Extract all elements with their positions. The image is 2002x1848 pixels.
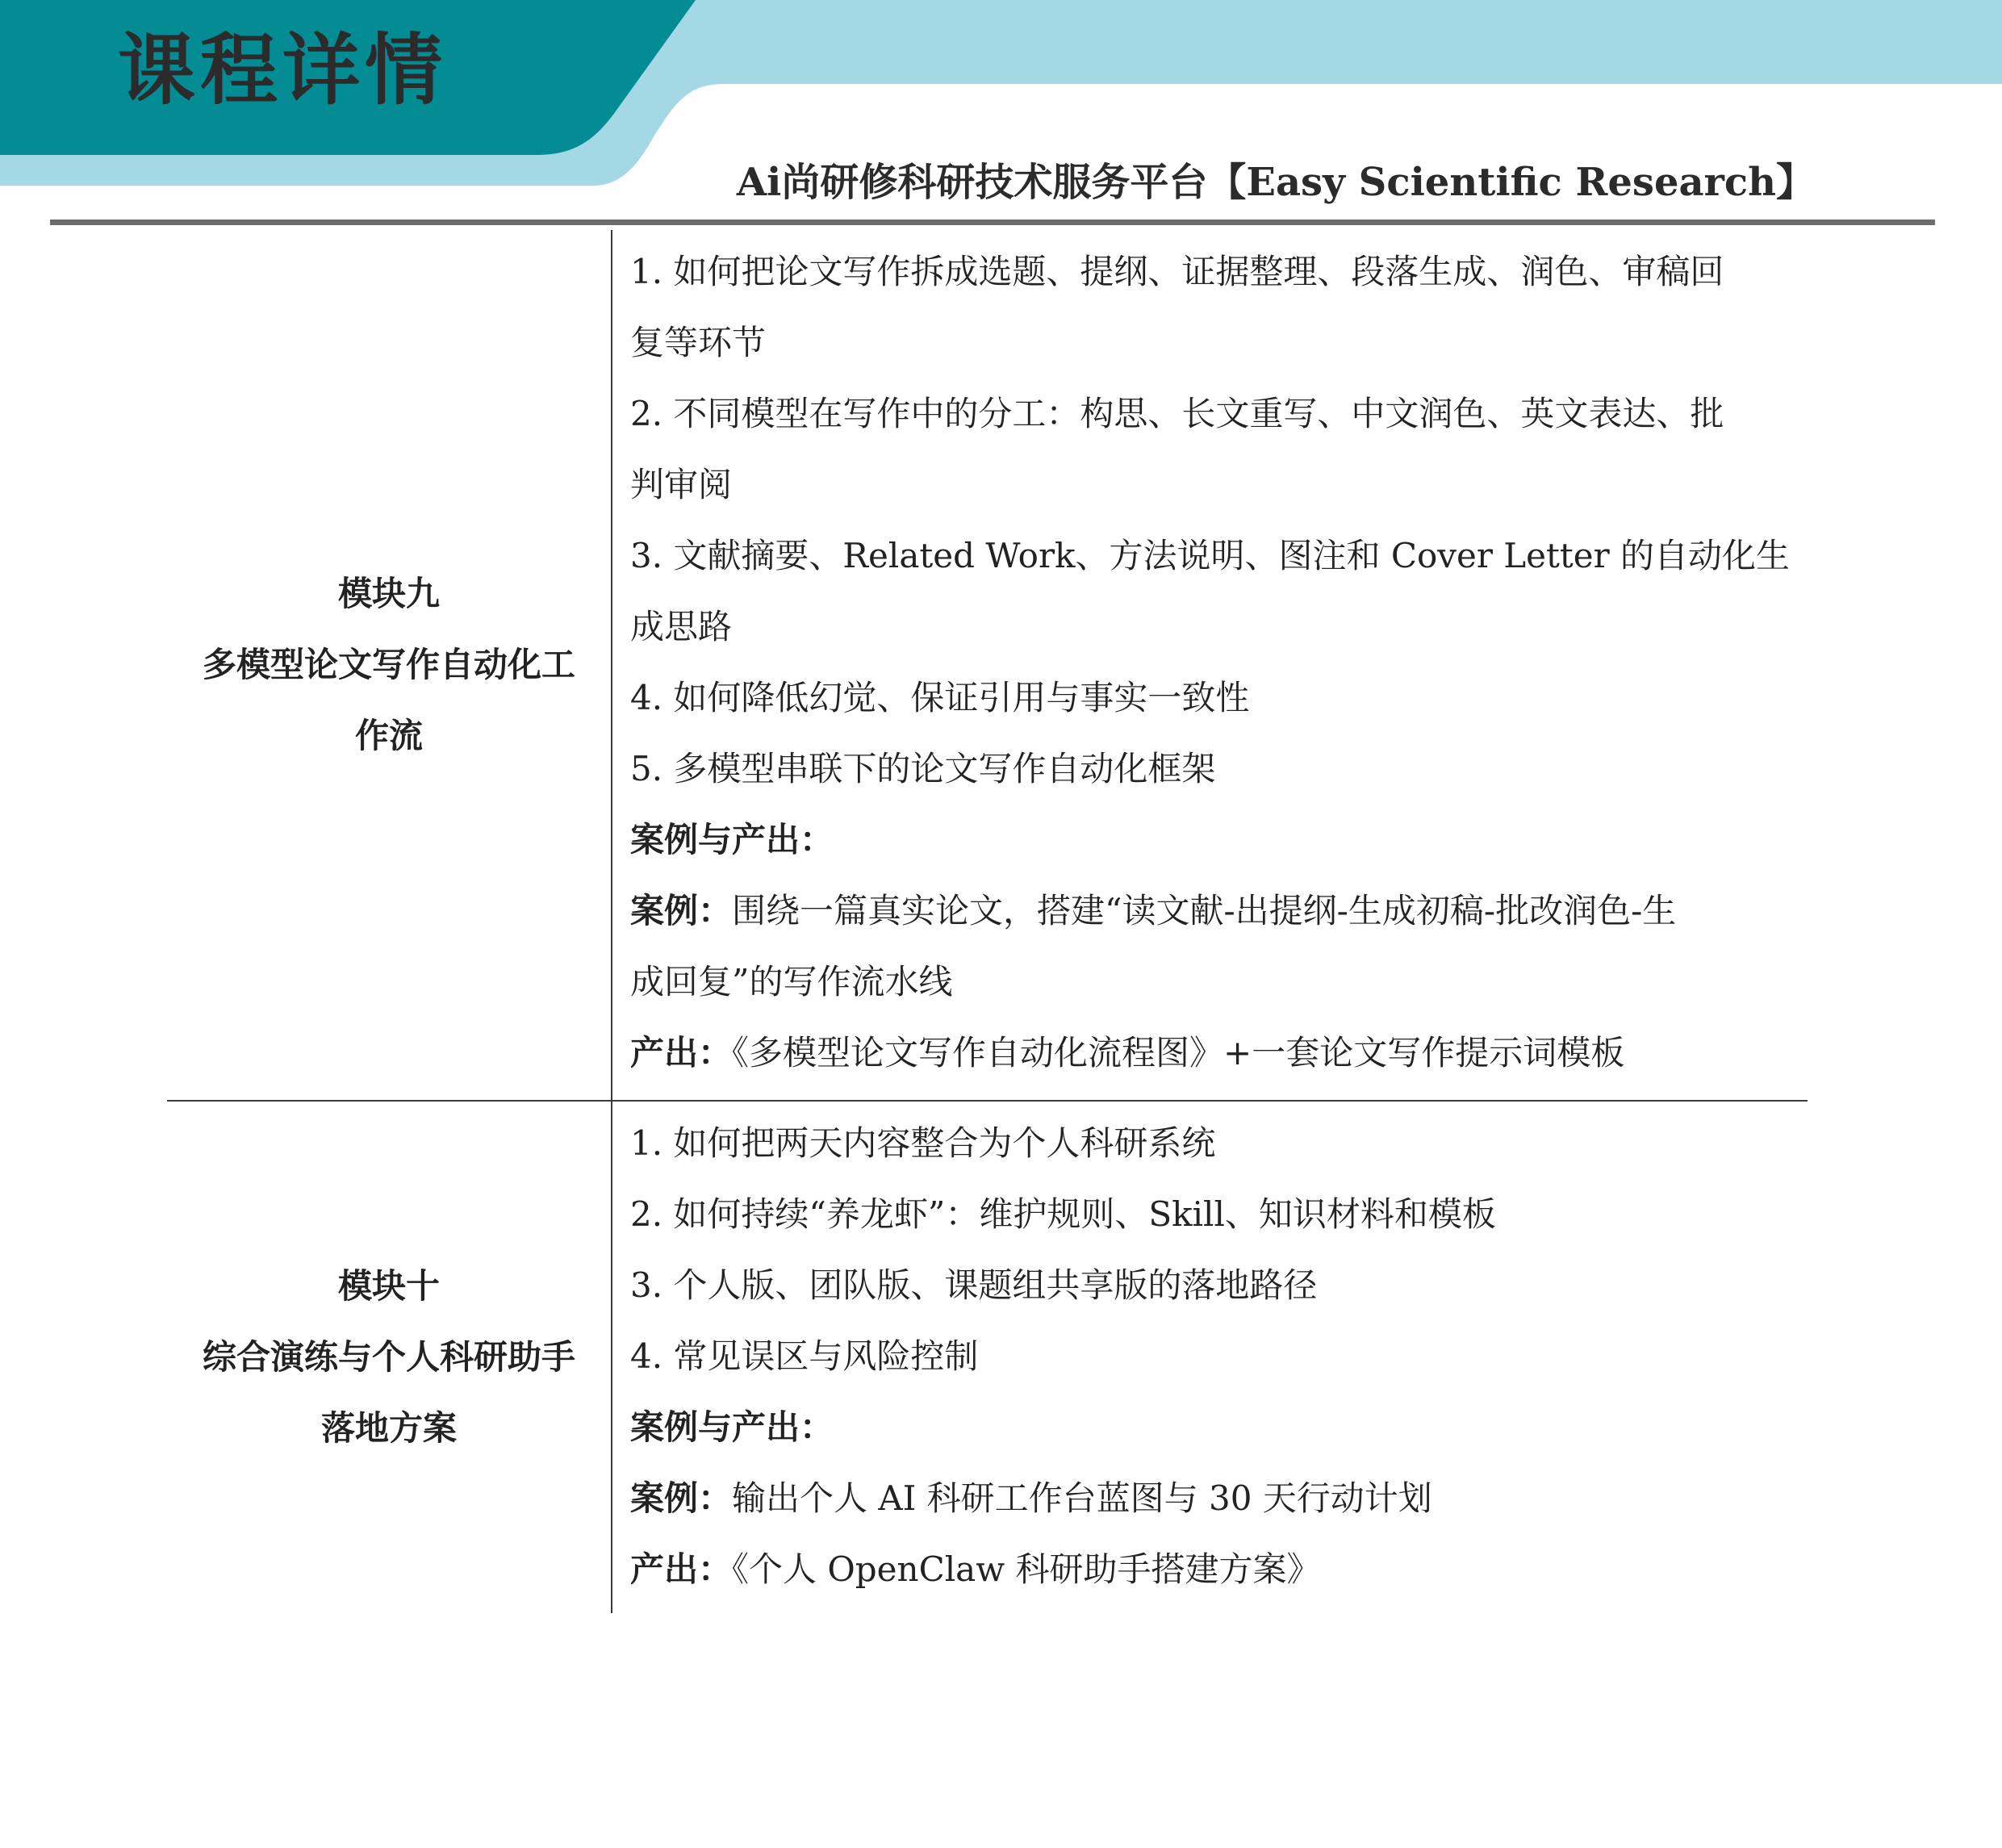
topic-item: 成思路 xyxy=(630,607,733,646)
case-line xyxy=(630,876,1808,947)
output-text: 《多模型论文写作自动化流程图》+一套论文写作提示词模板 xyxy=(732,1033,1625,1072)
case-label: 案例： xyxy=(630,891,733,930)
page-title: 课程详情 xyxy=(118,25,447,115)
module-number: 模块九 xyxy=(337,574,440,613)
case-line-continued: 成回复”的写作流水线 xyxy=(630,962,953,1001)
output-label: 产出： xyxy=(630,1033,733,1072)
output-text: 《个人 OpenClaw 科研助手搭建方案》 xyxy=(732,1549,1321,1589)
module-name-line: 多模型论文写作自动化工 xyxy=(202,645,575,684)
module-name-line: 作流 xyxy=(354,716,423,755)
topic-item: 4. 常见误区与风险控制 xyxy=(630,1336,979,1376)
case-text: 围绕一篇真实论文，搭建“读文献-出提纲-生成初稿-批改润色-生 xyxy=(732,891,1677,930)
topic-item: 3. 个人版、团队版、课题组共享版的落地路径 xyxy=(630,1265,1318,1305)
case-text: 输出个人 AI 科研工作台蓝图与 30 天行动计划 xyxy=(732,1478,1432,1518)
module-content-cell xyxy=(612,230,1808,1100)
topic-item: 1. 如何把两天内容整合为个人科研系统 xyxy=(630,1123,1216,1163)
topic-item: 5. 多模型串联下的论文写作自动化框架 xyxy=(630,749,1216,788)
module-row-nine xyxy=(167,230,1808,1100)
case-heading xyxy=(630,1392,1808,1463)
module-number: 模块十 xyxy=(337,1266,440,1306)
topic-item: 2. 如何持续“养龙虾”：维护规则、Skill、知识材料和模板 xyxy=(630,1194,1496,1234)
topic-item: 1. 如何把论文写作拆成选题、提纲、证据整理、段落生成、润色、审稿回 xyxy=(630,252,1724,291)
topic-item: 判审阅 xyxy=(630,465,733,504)
case-label: 案例： xyxy=(630,1478,733,1518)
module-row-ten xyxy=(167,1100,1808,1613)
module-name-line: 综合演练与个人科研助手 xyxy=(202,1337,575,1377)
topic-item: 复等环节 xyxy=(630,323,767,362)
topic-item: 2. 不同模型在写作中的分工：构思、长文重写、中文润色、英文表达、批 xyxy=(630,394,1724,433)
module-content-cell xyxy=(612,1102,1808,1613)
topic-item: 4. 如何降低幻觉、保证引用与事实一致性 xyxy=(630,678,1250,717)
case-heading-text: 案例与产出： xyxy=(630,1407,834,1447)
module-title-cell xyxy=(167,1102,612,1613)
case-heading-text: 案例与产出： xyxy=(630,820,834,859)
topic-item: 3. 文献摘要、Related Work、方法说明、图注和 Cover Letter 的自动化生 xyxy=(630,536,1791,575)
platform-subtitle: Ai尚研修科研技术服务平台【Easy Scientific Research】 xyxy=(736,160,1815,205)
module-name-line: 落地方案 xyxy=(320,1408,457,1448)
header-divider xyxy=(50,220,1935,225)
case-line xyxy=(630,1463,1808,1534)
output-line xyxy=(630,1534,1808,1605)
module-table xyxy=(167,230,1808,1613)
output-label: 产出： xyxy=(630,1549,733,1589)
case-heading xyxy=(630,805,1808,876)
module-title-cell xyxy=(167,230,612,1100)
output-line xyxy=(630,1018,1808,1089)
